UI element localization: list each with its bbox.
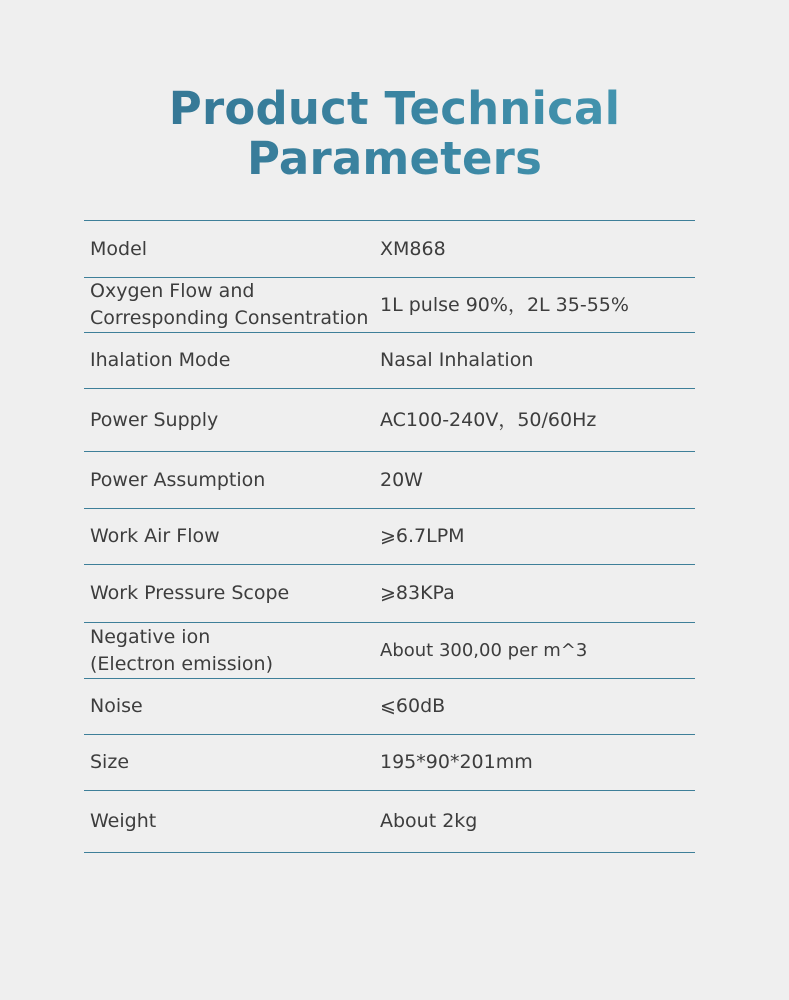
- table-row-model: [84, 221, 695, 278]
- row-label: Power Assumption: [90, 468, 266, 491]
- row-value: 20W: [380, 468, 423, 491]
- row-value: ⩾83KPa: [380, 582, 455, 604]
- title-line-2: Parameters: [246, 132, 543, 185]
- row-label: Negative ion (Electron emission): [90, 625, 274, 675]
- row-value: ⩽60dB: [380, 695, 446, 717]
- table-row-oxygen-flow: [84, 278, 695, 333]
- row-value: Nasal Inhalation: [380, 349, 534, 371]
- page-title: [0, 84, 789, 184]
- table-row-inhalation-mode: [84, 333, 695, 389]
- row-value: AC100-240V，50/60Hz: [380, 408, 597, 431]
- table-row-weight: [84, 791, 695, 853]
- table-row-work-pressure: [84, 565, 695, 623]
- row-value: ⩾6.7LPM: [380, 525, 465, 547]
- title-line-1: Product Technical: [168, 82, 621, 135]
- row-label: Noise: [90, 695, 143, 717]
- table-row-power-supply: [84, 389, 695, 452]
- table-row-size: [84, 735, 695, 791]
- row-label: Work Pressure Scope: [90, 582, 290, 604]
- row-label: Ihalation Mode: [90, 349, 231, 371]
- row-value: 195*90*201mm: [380, 751, 533, 773]
- table-row-noise: [84, 679, 695, 735]
- row-value: XM868: [380, 237, 446, 260]
- row-label: Work Air Flow: [90, 525, 220, 547]
- table-row-work-air-flow: [84, 509, 695, 565]
- row-value: About 300,00 per m^3: [380, 640, 588, 661]
- row-label: Oxygen Flow and Corresponding Consentration: [90, 280, 369, 329]
- row-value: About 2kg: [380, 810, 478, 832]
- row-value: 1L pulse 90%，2L 35-55%: [380, 293, 629, 316]
- row-label: Model: [90, 237, 148, 260]
- parameters-table: [84, 220, 695, 853]
- row-label: Size: [90, 751, 130, 773]
- row-label: Weight: [90, 810, 157, 832]
- table-row-power-assumption: [84, 452, 695, 509]
- row-label: Power Supply: [90, 408, 219, 431]
- table-row-negative-ion: [84, 623, 695, 679]
